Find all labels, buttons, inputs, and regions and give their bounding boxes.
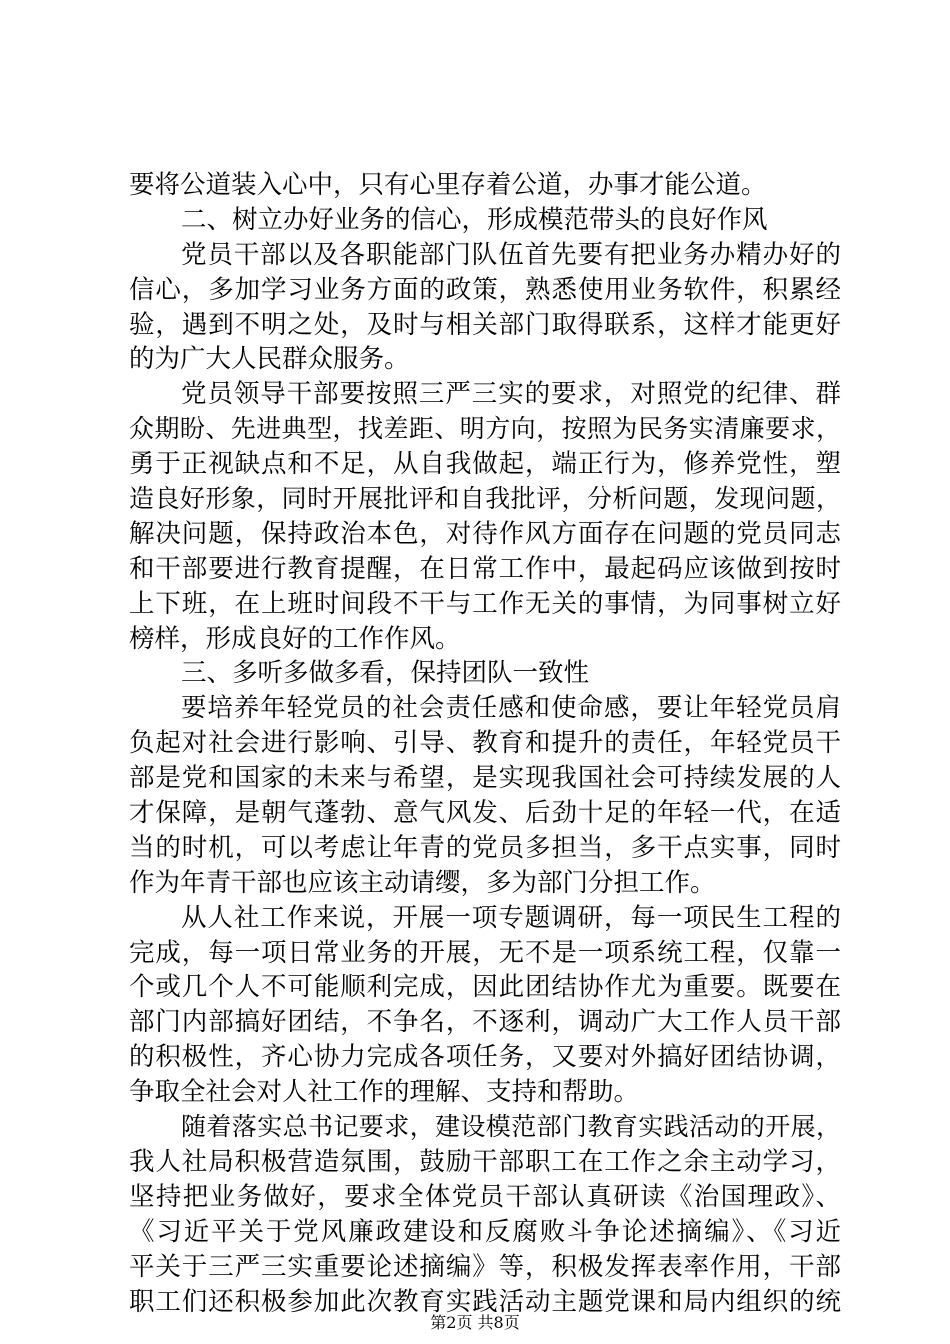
- text-line: 的为广大人民群众服务。: [129, 344, 410, 375]
- text-line: 完成，每一项日常业务的开展，无不是一项系统工程，仅靠一: [129, 937, 841, 968]
- text-line: 《习近平关于党风廉政建设和反腐败斗争论述摘编》、《习近: [129, 1216, 841, 1247]
- text-line: 榜样，形成良好的工作作风。: [129, 623, 461, 654]
- text-line: 负起对社会进行影响、引导、教育和提升的责任，年轻党员干: [129, 728, 841, 759]
- text-line: 解决问题，保持政治本色，对待作风方面存在问题的党员同志: [129, 518, 841, 549]
- text-line: 部门内部搞好团结，不争名，不逐利，调动广大工作人员干部: [129, 1007, 841, 1038]
- text-line: 党员领导干部要按照三严三实的要求，对照党的纪律、群: [181, 379, 841, 410]
- text-line: 才保障，是朝气蓬勃、意气风发、后劲十足的年轻一代，在适: [129, 798, 841, 829]
- text-line: 个或几个人不可能顺利完成，因此团结协作尤为重要。既要在: [129, 972, 841, 1003]
- text-line: 作为年青干部也应该主动请缨，多为部门分担工作。: [129, 867, 716, 898]
- text-line: 的积极性，齐心协力完成各项任务，又要对外搞好团结协调，: [129, 1042, 841, 1073]
- text-line: 要将公道装入心中，只有心里存着公道，办事才能公道。: [129, 170, 767, 200]
- text-line: 造良好形象，同时开展批评和自我批评，分析问题，发现问题，: [129, 484, 841, 514]
- text-line: 信心，多加学习业务方面的政策，熟悉使用业务软件，积累经: [129, 274, 841, 305]
- text-line: 我人社局积极营造氛围，鼓励干部职工在工作之余主动学习，: [129, 1146, 841, 1177]
- text-line: 三、多听多做多看，保持团队一致性: [181, 658, 590, 689]
- text-line: 平关于三严三实重要论述摘编》等，积极发挥表率作用，干部: [129, 1251, 841, 1282]
- document-body: [129, 168, 841, 1319]
- text-line: 二、树立办好业务的信心，形成模范带头的良好作风: [181, 204, 768, 235]
- text-line: 众期盼、先进典型，找差距、明方向，按照为民务实清廉要求，: [129, 414, 841, 444]
- text-line: 坚持把业务做好，要求全体党员干部认真研读《治国理政》、: [129, 1181, 841, 1212]
- text-line: 验，遇到不明之处，及时与相关部门取得联系，这样才能更好: [129, 309, 841, 340]
- text-line: 职工们还积极参加此次教育实践活动主题党课和局内组织的统: [129, 1286, 841, 1317]
- page-footer: 第2页 共8页: [430, 1313, 520, 1332]
- text-line: 从人社工作来说，开展一项专题调研，每一项民生工程的: [181, 902, 841, 933]
- text-line: 随着落实总书记要求，建设模范部门教育实践活动的开展，: [181, 1112, 841, 1142]
- text-line: 党员干部以及各职能部门队伍首先要有把业务办精办好的: [181, 239, 841, 270]
- text-line: 要培养年轻党员的社会责任感和使命感，要让年轻党员肩: [181, 693, 841, 724]
- text-line: 当的时机，可以考虑让年青的党员多担当，多干点实事，同时: [129, 832, 841, 863]
- text-line: 部是党和国家的未来与希望，是实现我国社会可持续发展的人: [129, 763, 841, 794]
- text-line: 勇于正视缺点和不足，从自我做起，端正行为，修养党性，塑: [129, 449, 841, 480]
- text-line: 上下班，在上班时间段不干与工作无关的事情，为同事树立好: [129, 588, 841, 619]
- text-line: 和干部要进行教育提醒，在日常工作中，最起码应该做到按时: [129, 553, 841, 584]
- text-line: 争取全社会对人社工作的理解、支持和帮助。: [129, 1077, 640, 1108]
